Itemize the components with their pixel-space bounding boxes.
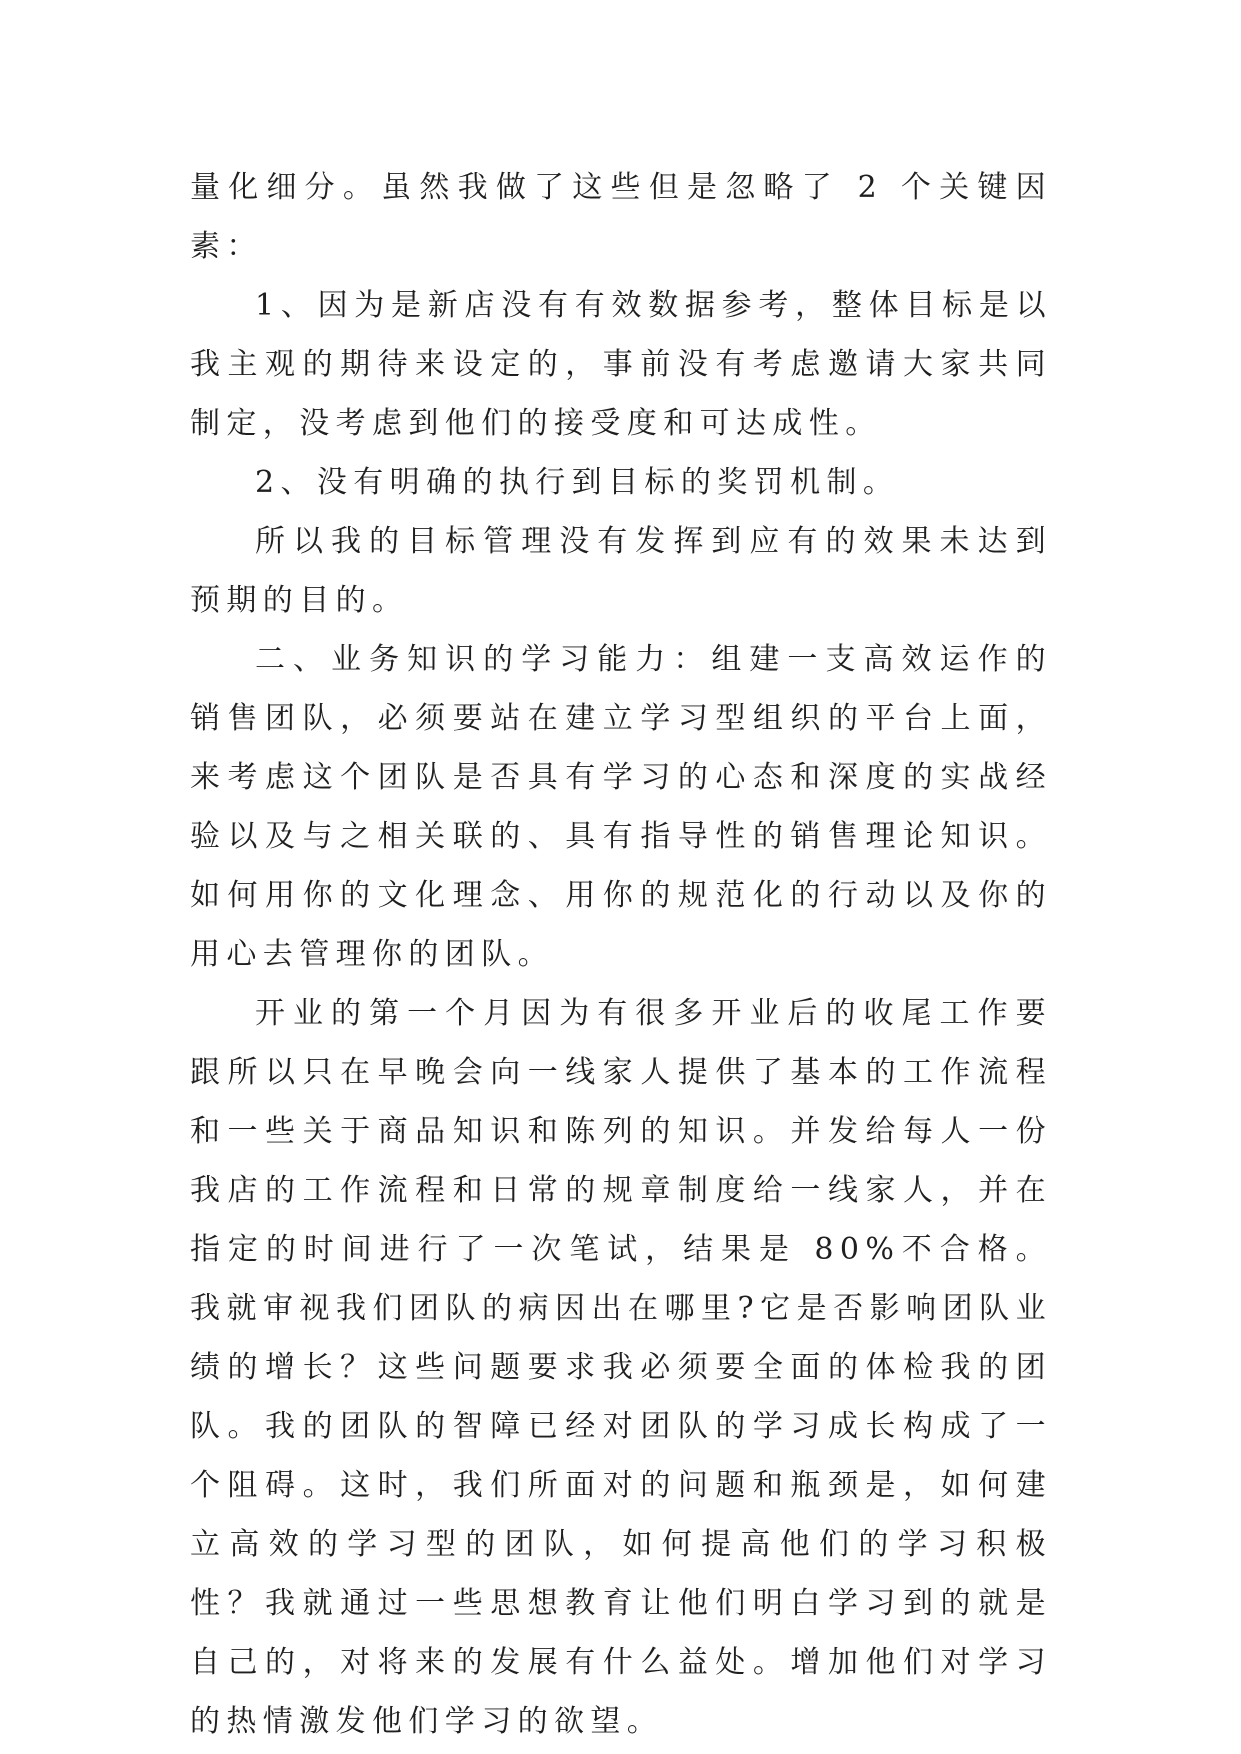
paragraph: 所以我的目标管理没有发挥到应有的效果未达到预期的目的。	[190, 524, 1052, 618]
paragraph: 1、因为是新店没有有效数据参考，整体目标是以我主观的期待来设定的，事前没有考虑邀请大家共同制定，没考虑到他们的接受度和可达成性。	[190, 288, 1052, 441]
body-text	[190, 158, 1052, 1751]
paragraph: 开业的第一个月因为有很多开业后的收尾工作要跟所以只在早晚会向一线家人提供了基本的工作流程和一些关于商品知识和陈列的知识。并发给每人一份我店的工作流程和日常的规章制度给一线家人，并在指定的时间进行了一次笔试，结果是 80%不合格。我就审视我们团队的病因出在哪里?它是否影响团队业绩的增长？这些问题要求我必须要全面的体检我的团队。我的团队的智障已经对团队的学习成长构成了一个阻碍。这时，我们所面对的问题和瓶颈是，如何建立高效的学习型的团队，如何提高他们的学习积极性？我就通过一些思想教育让他们明白学习到的就是自己的，对将来的发展有什么益处。增加他们对学习的热情激发他们学习的欲望。	[190, 996, 1052, 1739]
paragraph: 二、业务知识的学习能力：组建一支高效运作的销售团队，必须要站在建立学习型组织的平台上面，来考虑这个团队是否具有学习的心态和深度的实战经验以及与之相关联的、具有指导性的销售理论知识。如何用你的文化理念、用你的规范化的行动以及你的用心去管理你的团队。	[190, 642, 1052, 972]
paragraph: 2、没有明确的执行到目标的奖罚机制。	[255, 465, 900, 500]
paragraph: 量化细分。虽然我做了这些但是忽略了 2 个关键因素：	[190, 170, 1052, 264]
